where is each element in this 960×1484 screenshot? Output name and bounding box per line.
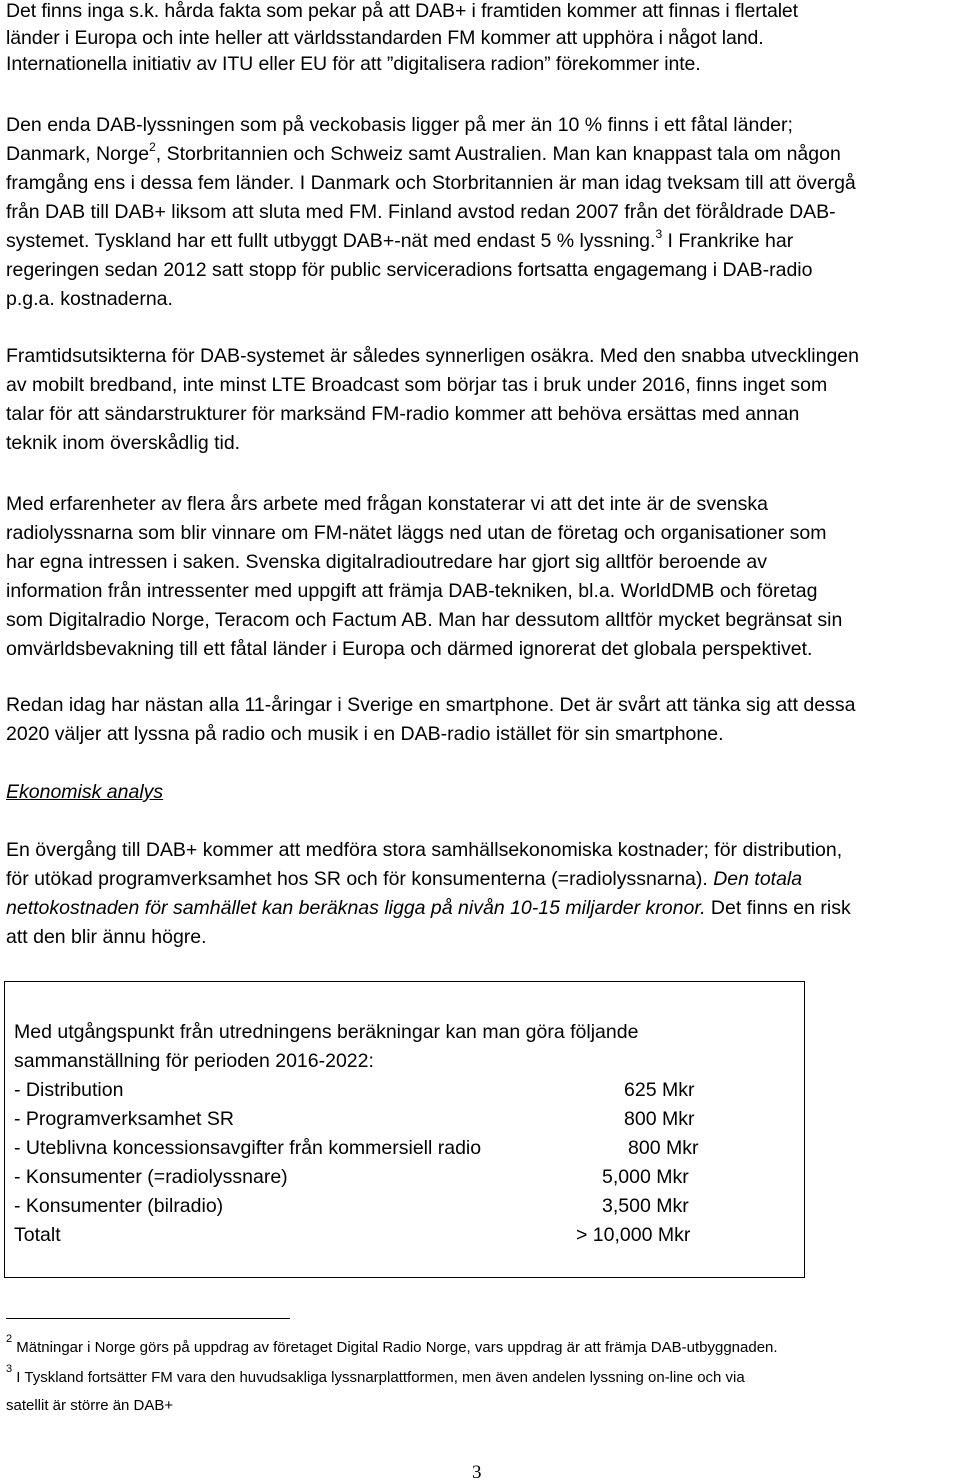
footnote-text: Mätningar i Norge görs på uppdrag av företaget Digital Radio Norge, vars uppdrag är att främja DAB-utbyggnaden.: [12, 1339, 778, 1356]
text-line: Det finns inga s.k. hårda fakta som pekar på att DAB+ i framtiden kommer att finnas i flertalet: [6, 0, 798, 22]
text-line: Redan idag har nästan alla 11-åringar i Sverige en smartphone. Det är svårt att tänka sig att dessa: [6, 694, 856, 716]
paragraph-dab-listening: [6, 111, 958, 314]
footnote-3-continued: satellit är större än DAB+: [6, 1397, 174, 1414]
cost-label: - Konsumenter (=radiolyssnare): [14, 1166, 288, 1188]
text-line: av mobilt bredband, inte minst LTE Broadcast som börjar tas i bruk under 2016, finns inget som: [6, 374, 828, 396]
cost-label: - Uteblivna koncessionsavgifter från kommersiell radio: [14, 1137, 482, 1159]
text-line: som Digitalradio Norge, Teracom och Factum AB. Man har dessutom alltför mycket begränsat sin: [6, 609, 843, 631]
text-segment-italic: Den totala: [713, 868, 803, 890]
text-segment: , Storbritannien och Schweiz samt Australien. Man kan knappast tala om någon: [155, 143, 841, 165]
cost-value: 3,500 Mkr: [602, 1195, 689, 1217]
text-line: p.g.a. kostnaderna.: [6, 288, 173, 310]
cost-summary-box: [4, 981, 805, 1278]
text-line: omvärldsbevakning till ett fåtal länder i Europa och därmed ignorerat det globala perspektivet.: [6, 638, 813, 660]
paragraph-economic: [6, 836, 958, 952]
text-line: framgång ens i dessa fem länder. I Danmark och Storbritannien är man idag tveksam till att övergå: [6, 172, 856, 194]
text-line: Internationella initiativ av ITU eller EU för att ”digitalisera radion” förekommer inte.: [6, 53, 701, 75]
paragraph-smartphone: [6, 691, 958, 749]
section-heading: Ekonomisk analys: [6, 781, 164, 803]
cost-value: 5,000 Mkr: [602, 1166, 689, 1188]
cost-label: Totalt: [14, 1224, 61, 1246]
text-segment: Det finns en risk: [705, 897, 851, 919]
text-segment: för utökad programverksamhet hos SR och för konsumenterna (=radiolyssnarna).: [6, 868, 714, 890]
text-line: 2020 väljer att lyssna på radio och musik i en DAB-radio istället för sin smartphone.: [6, 723, 724, 745]
paragraph-experience: [6, 490, 958, 664]
cost-label: - Distribution: [14, 1079, 124, 1101]
text-line: [6, 894, 958, 923]
page-number: 3: [472, 1462, 482, 1483]
footnote-2: [6, 1334, 778, 1362]
cost-value: 800 Mkr: [624, 1108, 695, 1130]
cost-label: - Konsumenter (bilradio): [14, 1195, 224, 1217]
footnote-ref-3[interactable]: 3: [655, 226, 663, 241]
text-line: Den enda DAB-lyssningen som på veckobasis ligger på mer än 10 % finns i ett fåtal länder;: [6, 114, 793, 136]
footnote-3: [6, 1364, 745, 1392]
text-line: från DAB till DAB+ liksom att sluta med FM. Finland avstod redan 2007 från det föråldrade DAB-: [6, 201, 836, 223]
text-line: information från intressenter med uppgift att främja DAB-tekniken, bl.a. WorldDMB och företag: [6, 580, 818, 602]
footnote-mark: 3: [6, 1363, 13, 1375]
text-line: regeringen sedan 2012 satt stopp för public serviceradions fortsatta engagemang i DAB-radio: [6, 259, 813, 281]
text-segment: I Frankrike har: [662, 230, 794, 252]
text-segment: Danmark, Norge: [6, 143, 150, 165]
footnote-mark: 2: [6, 1333, 13, 1345]
footnote-text: I Tyskland fortsätter FM vara den huvudsakliga lyssnarplattformen, men även andelen lyssning on-line och via: [12, 1369, 745, 1386]
text-line: Med utgångspunkt från utredningens beräkningar kan man göra följande: [14, 1021, 639, 1043]
footnote-ref-2[interactable]: 2: [149, 139, 156, 154]
text-segment: systemet. Tyskland har ett fullt utbyggt DAB+-nät med endast 5 % lyssning.: [6, 230, 656, 252]
text-line: har egna intressen i saken. Svenska digitalradioutredare har gjort sig alltför beroende av: [6, 551, 767, 573]
text-line: Med erfarenheter av flera års arbete med frågan konstaterar vi att det inte är de svenska: [6, 493, 768, 515]
paragraph-intro: [6, 0, 958, 78]
cost-value: 625 Mkr: [624, 1079, 695, 1101]
paragraph-future-outlook: [6, 342, 958, 458]
text-line: talar för att sändarstrukturer för marksänd FM-radio kommer att behöva ersättas med annan: [6, 403, 800, 425]
text-line: [6, 227, 958, 256]
text-line: Framtidsutsikterna för DAB-systemet är således synnerligen osäkra. Med den snabba utvecklingen: [6, 345, 859, 367]
text-segment-italic: nettokostnaden för samhället kan beräknas ligga på nivån 10-15 miljarder kronor.: [6, 897, 706, 919]
text-line: [6, 140, 958, 169]
text-line: länder i Europa och inte heller att världsstandarden FM kommer att upphöra i något land.: [6, 26, 764, 49]
text-line: [6, 865, 958, 894]
text-line: att den blir ännu högre.: [6, 926, 207, 948]
cost-value: > 10,000 Mkr: [576, 1224, 691, 1246]
footnote-separator: [6, 1318, 290, 1319]
text-line: En övergång till DAB+ kommer att medföra stora samhällsekonomiska kostnader; för distribution,: [6, 839, 843, 861]
text-line: sammanställning för perioden 2016-2022:: [14, 1050, 374, 1072]
cost-label: - Programverksamhet SR: [14, 1108, 234, 1130]
text-line: radiolyssnarna som blir vinnare om FM-nätet läggs ned utan de företag och organisationer som: [6, 522, 827, 544]
box-intro: [14, 1018, 638, 1076]
text-line: teknik inom överskådlig tid.: [6, 432, 241, 454]
cost-value: 800 Mkr: [628, 1137, 699, 1159]
